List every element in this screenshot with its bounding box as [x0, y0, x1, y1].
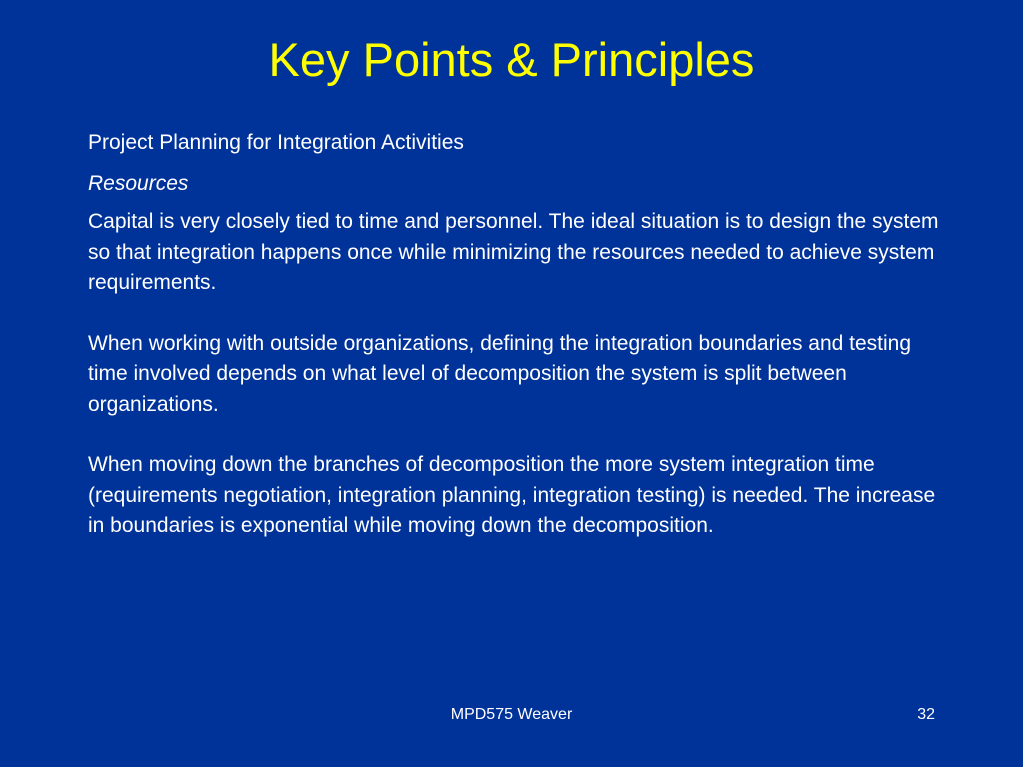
- subheading: Project Planning for Integration Activities: [88, 131, 464, 154]
- footer-text: MPD575 Weaver: [450, 706, 573, 723]
- paragraph-decomposition: When moving down the branches of decomposition the more system integration time (requirements negotiation, integration planning, integration testing) is needed. The increase in boundaries is exponential while moving down the decomposition.: [88, 453, 936, 537]
- paragraph-capital: Capital is very closely tied to time and personnel. The ideal situation is to design the system so that integration happens once while minimizing the resources needed to achieve system requirements.: [88, 210, 939, 294]
- paragraph-outside-organizations: When working with outside organizations, defining the integration boundaries and testing time involved depends on what level of decomposition the system is split between organizations.: [88, 331, 912, 416]
- section-heading: Resources: [88, 171, 189, 195]
- slide-title: Key Points & Principles: [268, 33, 755, 86]
- slide-body: [88, 128, 948, 572]
- page-number: 32: [917, 706, 935, 723]
